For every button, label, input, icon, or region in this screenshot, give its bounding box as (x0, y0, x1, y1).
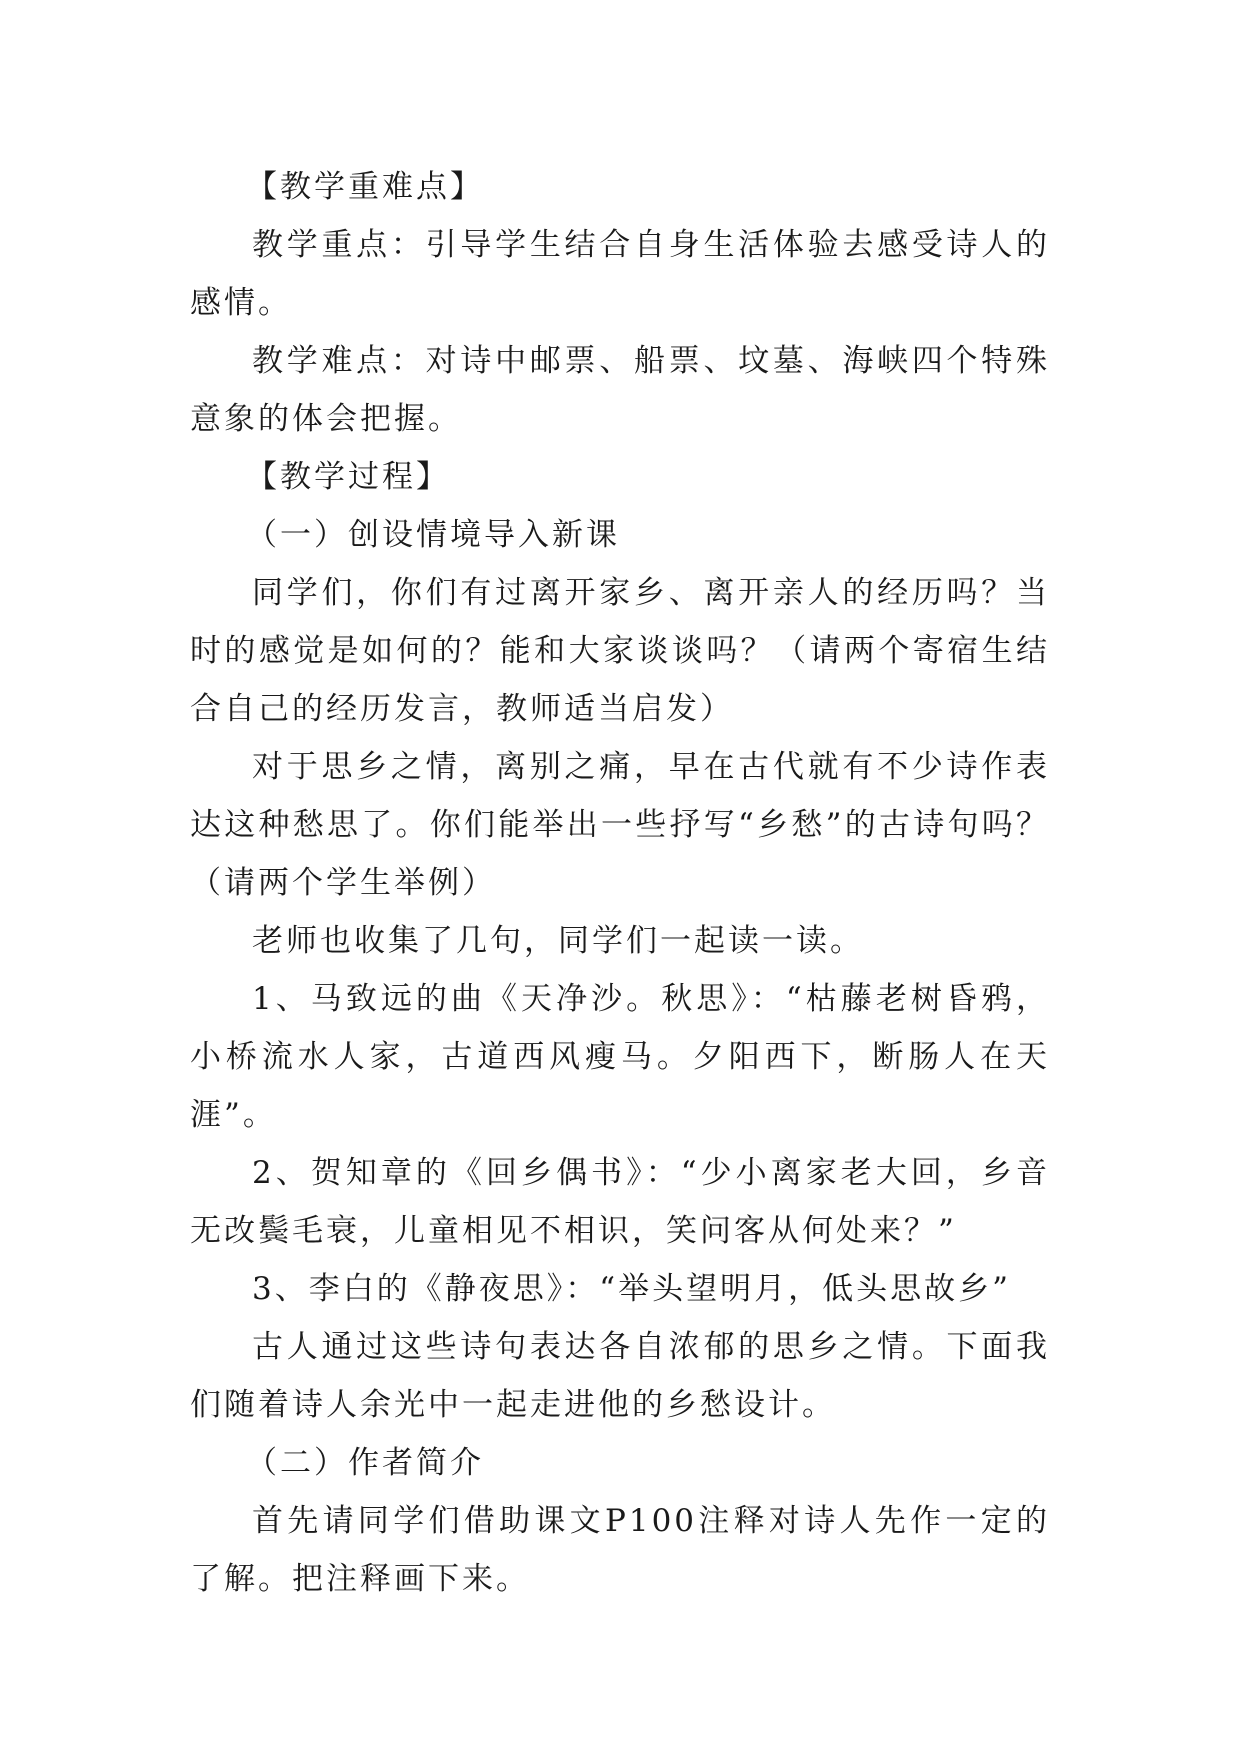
paragraph-teaching-focus: 教学重点：引导学生结合自身生活体验去感受诗人的感情。 (190, 227, 1050, 321)
paragraph-author-annotation: 首先请同学们借助课文P100注释对诗人先作一定的了解。把注释画下来。 (190, 1503, 1050, 1597)
section-heading-key-points: 【教学重难点】 (246, 169, 484, 205)
paragraph-teacher-collection: 老师也收集了几句，同学们一起读一读。 (252, 923, 864, 959)
list-item-poem-2: 2、贺知章的《回乡偶书》：“少小离家老大回，乡音无改鬓毛衰，儿童相见不相识，笑问客从何处来？” (190, 1155, 1050, 1249)
document-body (190, 158, 1050, 1608)
section-heading-teaching-process: 【教学过程】 (246, 459, 450, 495)
paragraph-transition: 古人通过这些诗句表达各自浓郁的思乡之情。下面我们随着诗人余光中一起走进他的乡愁设计。 (190, 1329, 1050, 1423)
paragraph-intro-question: 同学们，你们有过离开家乡、离开亲人的经历吗？当时的感觉是如何的？能和大家谈谈吗？（请两个寄宿生结合自己的经历发言，教师适当启发） (190, 575, 1050, 727)
paragraph-ancient-poems-prompt: 对于思乡之情，离别之痛，早在古代就有不少诗作表达这种愁思了。你们能举出一些抒写“乡愁”的古诗句吗？（请两个学生举例） (190, 749, 1050, 901)
subheading-introduction: （一）创设情境导入新课 (246, 517, 620, 553)
list-item-poem-1: 1、马致远的曲《天净沙。秋思》：“枯藤老树昏鸦，小桥流水人家，古道西风瘦马。夕阳西下，断肠人在天涯”。 (190, 981, 1050, 1133)
subheading-author-intro: （二）作者简介 (246, 1445, 484, 1481)
paragraph-teaching-difficulty: 教学难点：对诗中邮票、船票、坟墓、海峡四个特殊意象的体会把握。 (190, 343, 1050, 437)
list-item-poem-3: 3、李白的《静夜思》：“举头望明月，低头思故乡” (252, 1271, 1011, 1307)
